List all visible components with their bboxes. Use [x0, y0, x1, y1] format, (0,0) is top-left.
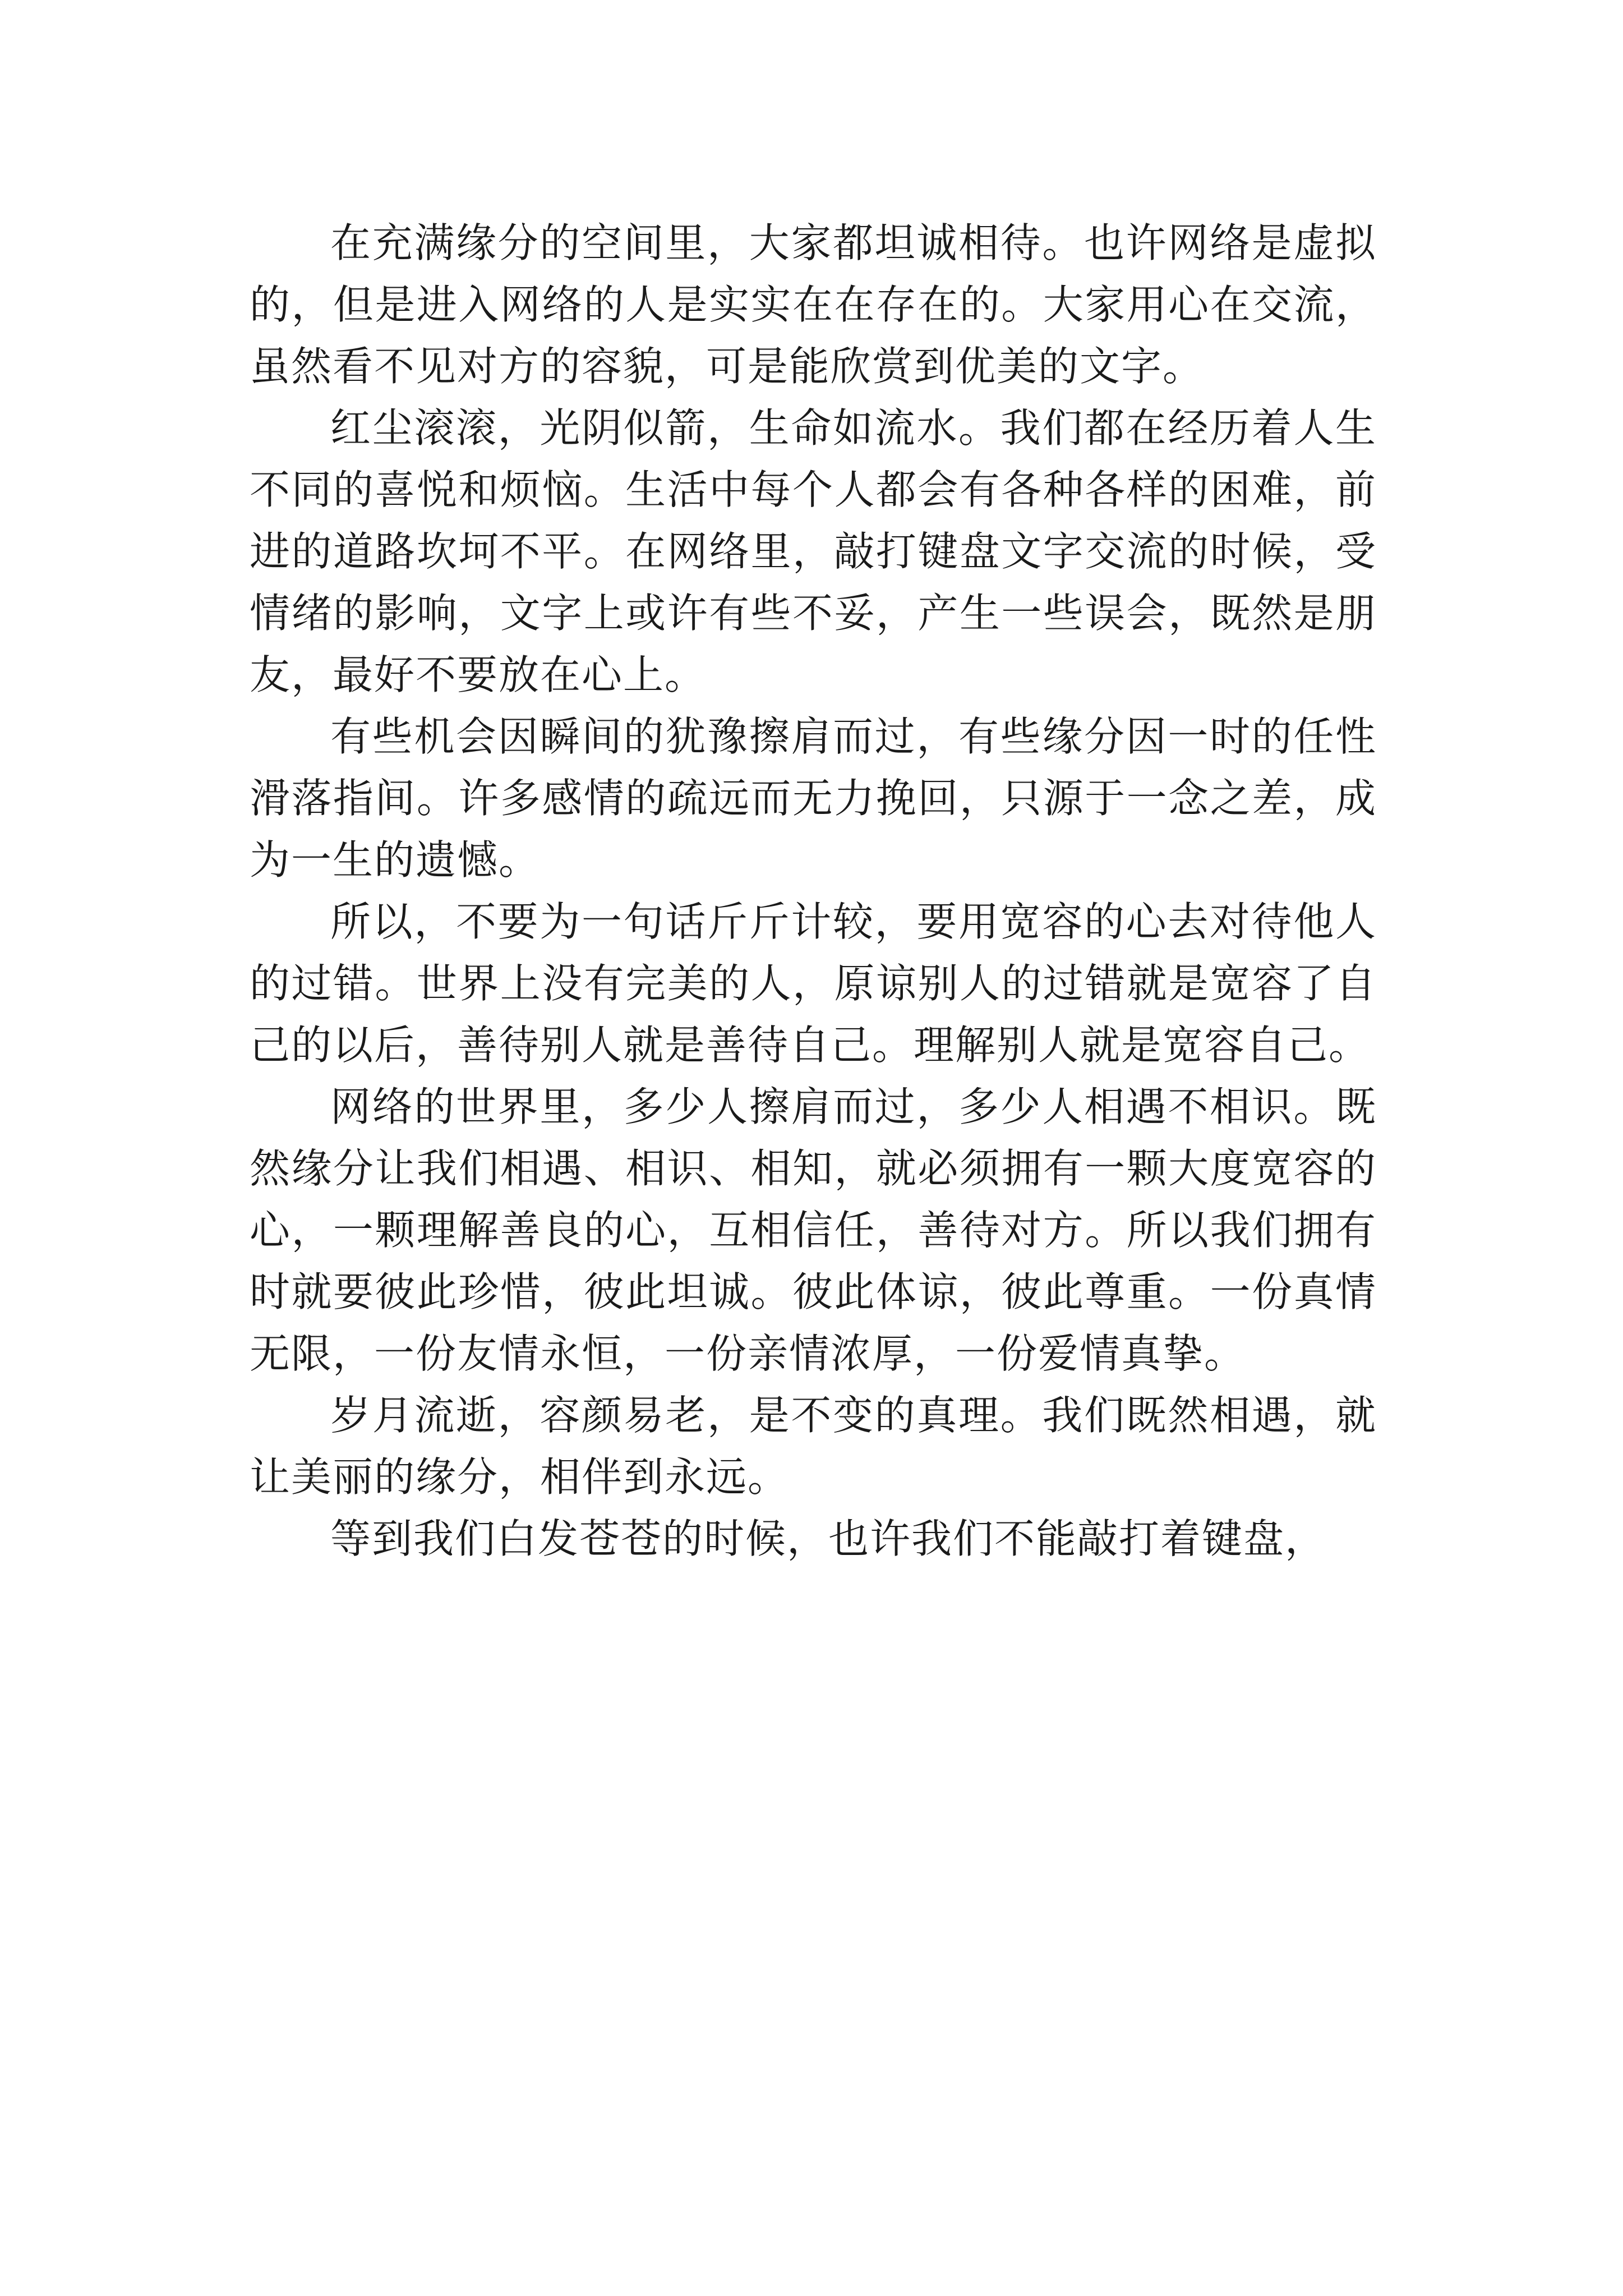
- paragraph-3: 有些机会因瞬间的犹豫擦肩而过，有些缘分因一时的任性滑落指间。许多感情的疏远而无力挽回，只源于一念之差，成为一生的遗憾。: [250, 713, 1377, 884]
- document-body: [250, 212, 1377, 1570]
- paragraph-1: 在充满缘分的空间里，大家都坦诚相待。也许网络是虚拟的，但是进入网络的人是实实在在存在的。大家用心在交流，虽然看不见对方的容貌，可是能欣赏到优美的文字。: [250, 219, 1377, 390]
- paragraph-6: 岁月流逝，容颜易老，是不变的真理。我们既然相遇，就让美丽的缘分，相伴到永远。: [250, 1392, 1377, 1501]
- paragraph-7: 等到我们白发苍苍的时候，也许我们不能敲打着键盘，: [330, 1515, 1327, 1562]
- paragraph-2: 红尘滚滚，光阴似箭，生命如流水。我们都在经历着人生不同的喜悦和烦恼。生活中每个人都会有各种各样的困难，前进的道路坎坷不平。在网络里，敲打键盘文字交流的时候，受情绪的影响，文字上或许有些不妥，产生一些误会，既然是朋友，最好不要放在心上。: [250, 404, 1377, 698]
- paragraph-4: 所以，不要为一句话斤斤计较，要用宽容的心去对待他人的过错。世界上没有完美的人，原谅别人的过错就是宽容了自己的以后，善待别人就是善待自己。理解别人就是宽容自己。: [250, 898, 1377, 1069]
- paragraph-5: 网络的世界里，多少人擦肩而过，多少人相遇不相识。既然缘分让我们相遇、相识、相知，就必须拥有一颗大度宽容的心，一颗理解善良的心，互相信任，善待对方。所以我们拥有时就要彼此珍惜，彼此坦诚。彼此体谅，彼此尊重。一份真情无限，一份友情永恒，一份亲情浓厚，一份爱情真挚。: [250, 1083, 1377, 1377]
